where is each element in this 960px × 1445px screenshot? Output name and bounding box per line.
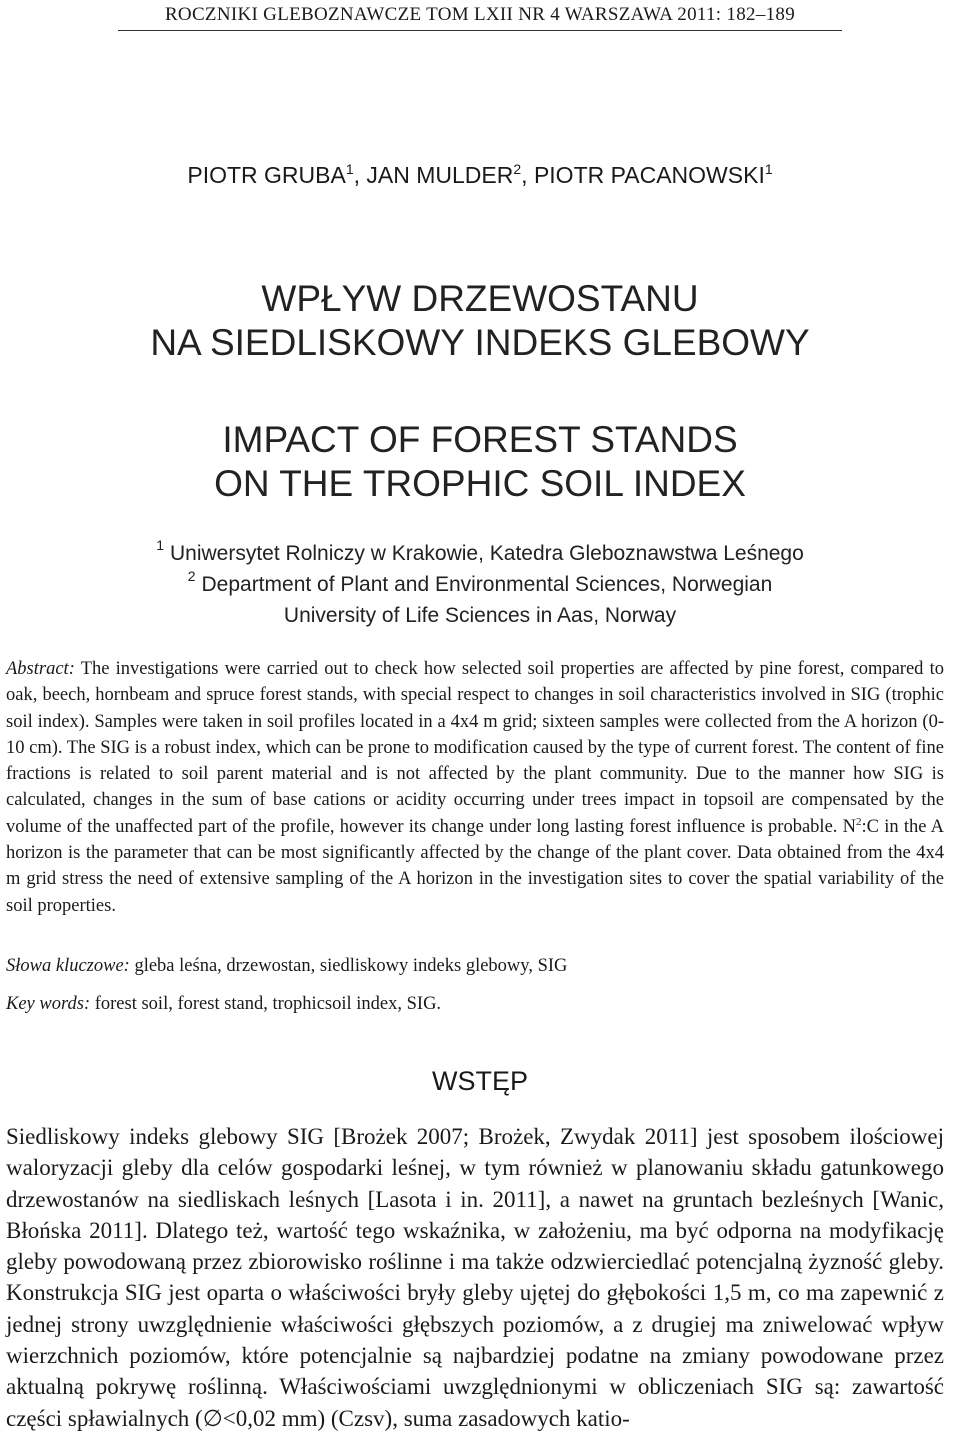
running-head — [0, 4, 960, 26]
author-name: PIOTR PACANOWSKI — [533, 162, 765, 188]
abstract-superscript: 2 — [856, 815, 862, 828]
author-separator: , — [353, 162, 367, 188]
affiliation-mark: 2 — [187, 568, 196, 584]
author-affiliation-mark: 2 — [513, 161, 522, 177]
body-paragraph: Siedliskowy indeks glebowy SIG [Brożek 2007; Brożek, Zwydak 2011] jest sposobem ilościowej waloryzacji gleby dla celów gospodarki leśnej, w tym również w planowaniu składu gatunkowego drzewostanów na siedliskach leśnych [Lasota i in. 2011], a nawet na gruntach bezleśnych [Wanic, Błońska 2011]. Dlatego też, wartość tego wskaźnika, w założeniu, ma być odporna na modyfikację gleby powodowaną przez zbiorowisko roślinne i ma także odzwierciedlać potencjalną żyzność gleby. Konstrukcja SIG jest oparta o właściwości bryły gleby ujętej do głębokości 1,5 m, co ma zapewnić z jednej strony uwzględnienie właściwości głębszych poziomów, a z drugiej ma zniwelować wpływ wierzchnich poziomów, które potencjalnie są najbardziej podatne na zmiany powodowane przez aktualną pokrywę roślinną. Właściwościami uwzględnionymi w obliczeniach SIG są: zawartość części spławialnych (∅<0,02 mm) (Czsv), suma zasadowych katio- — [6, 1124, 944, 1431]
section-heading: WSTĘP — [431, 1066, 528, 1096]
running-head-text: ROCZNIKI GLEBOZNAWCZE TOM LXII NR 4 WARSZAWA 2011: 182–189 — [164, 4, 796, 25]
keywords-polish-text: gleba leśna, drzewostan, siedliskowy indeks glebowy, SIG — [129, 956, 568, 976]
author-separator: , — [521, 162, 534, 188]
author-name: JAN MULDER — [366, 162, 514, 188]
author-affiliation-mark: 1 — [345, 161, 354, 177]
abstract — [6, 656, 944, 919]
affiliation-1 — [0, 538, 960, 569]
title-english-line: IMPACT OF FOREST STANDS — [222, 419, 738, 460]
abstract-text-cont: :C in the A horizon is the parameter that can be most significantly affected by the change of the plant cover. Data obtained from the 4x4 m grid stress the need of extensive sampling of the A horizon in the investigation sites to cover the spatial variability of the soil properties. — [6, 816, 945, 916]
title-polish — [0, 277, 960, 365]
keywords-english-label: Key words: — [6, 994, 91, 1014]
title-english — [0, 418, 960, 506]
affiliation-2 — [150, 569, 810, 631]
keywords-polish — [6, 953, 944, 979]
author-affiliation-mark: 1 — [764, 161, 773, 177]
affiliation-text: Uniwersytet Rolniczy w Krakowie, Katedra Gleboznawstwa Leśnego — [170, 542, 804, 565]
abstract-label: Abstract: — [6, 659, 75, 679]
keywords-english — [6, 991, 944, 1017]
keywords-polish-label: Słowa kluczowe: — [6, 956, 130, 976]
title-english-line: ON THE TROPHIC SOIL INDEX — [214, 463, 746, 504]
title-polish-line: WPŁYW DRZEWOSTANU — [261, 278, 699, 319]
title-polish-line: NA SIEDLISKOWY INDEKS GLEBOWY — [150, 322, 810, 363]
affiliation-text: Department of Plant and Environmental Sciences, Norwegian University of Life Sciences in Aas, Norway — [201, 573, 773, 627]
author-name: PIOTR GRUBA — [187, 162, 346, 188]
abstract-text: The investigations were carried out to check how selected soil properties are affected by pine forest, compared to oak, beech, hornbeam and spruce forest stands, with special respect to changes in soil characteristics involved in SIG (trophic soil index). Samples were taken in soil profiles located in a 4x4 m grid; sixteen samples were collected from the A horizon (0-10 cm). The SIG is a robust index, which can be prone to modification caused by the type of current forest. The content of fine fractions is related to soil parent material and is not affected by the plant community. Due to the manner how SIG is calculated, changes in the sum of base cations or acidity occurring under trees impact in topsoil are compensated by the volume of the unaffected part of the profile, however its change under long lasting forest influence is probable. N — [6, 659, 944, 837]
author-list — [0, 162, 960, 189]
header-rule — [118, 30, 842, 31]
keywords-english-text: forest soil, forest stand, trophicsoil index, SIG. — [90, 994, 442, 1014]
affiliation-mark: 1 — [156, 537, 164, 553]
